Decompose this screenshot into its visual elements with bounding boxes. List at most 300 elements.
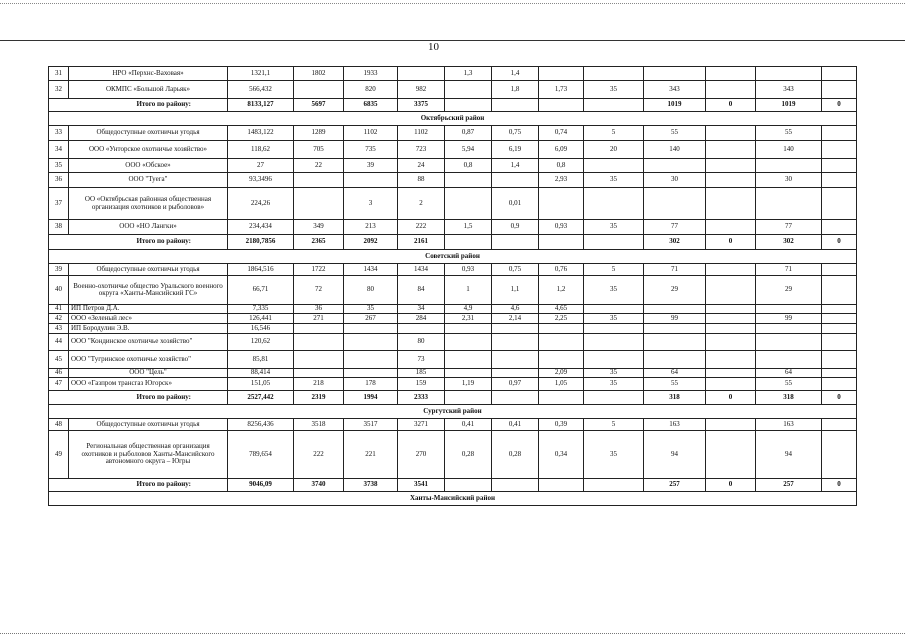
total-value-cell bbox=[584, 99, 644, 112]
total-value-cell: 2333 bbox=[398, 391, 445, 405]
value-cell: 72 bbox=[294, 276, 344, 305]
total-value-cell bbox=[492, 479, 539, 492]
organization-name: ООО «Унторское охотничье хозяйство» bbox=[69, 141, 228, 159]
value-cell: 0,93 bbox=[539, 220, 584, 235]
value-cell bbox=[539, 188, 584, 220]
total-value-cell: 6835 bbox=[344, 99, 398, 112]
value-cell: 55 bbox=[644, 378, 706, 391]
value-cell: 163 bbox=[644, 419, 706, 431]
value-cell bbox=[822, 324, 857, 334]
value-cell: 343 bbox=[644, 81, 706, 99]
value-cell bbox=[294, 188, 344, 220]
total-value-cell: 2180,7856 bbox=[228, 235, 294, 250]
value-cell: 94 bbox=[644, 431, 706, 479]
value-cell: 80 bbox=[344, 276, 398, 305]
value-cell: 3271 bbox=[398, 419, 445, 431]
value-cell: 1434 bbox=[344, 264, 398, 276]
row-number: 47 bbox=[49, 378, 69, 391]
value-cell bbox=[294, 334, 344, 351]
district-title: Сургутский район bbox=[49, 405, 857, 419]
value-cell: 1,8 bbox=[492, 81, 539, 99]
organization-name: ООО "Кондинское охотничье хозяйство" bbox=[69, 334, 228, 351]
value-cell: 6,19 bbox=[492, 141, 539, 159]
table-row bbox=[49, 351, 857, 369]
value-cell: 3 bbox=[344, 188, 398, 220]
value-cell: 2,09 bbox=[539, 369, 584, 378]
total-label: Итого по району: bbox=[49, 235, 228, 250]
table-row bbox=[49, 276, 857, 305]
district-total-row bbox=[49, 479, 857, 492]
value-cell bbox=[822, 369, 857, 378]
value-cell: 55 bbox=[756, 378, 822, 391]
value-cell bbox=[644, 351, 706, 369]
value-cell: 1864,516 bbox=[228, 264, 294, 276]
row-number: 45 bbox=[49, 351, 69, 369]
value-cell: 35 bbox=[584, 369, 644, 378]
value-cell bbox=[294, 369, 344, 378]
value-cell: 0,75 bbox=[492, 264, 539, 276]
value-cell bbox=[706, 264, 756, 276]
total-value-cell: 9046,09 bbox=[228, 479, 294, 492]
value-cell: 1321,1 bbox=[228, 67, 294, 81]
value-cell: 29 bbox=[756, 276, 822, 305]
total-value-cell: 2161 bbox=[398, 235, 445, 250]
value-cell bbox=[822, 419, 857, 431]
table-row bbox=[49, 369, 857, 378]
value-cell: 71 bbox=[756, 264, 822, 276]
organization-name: ООО "Туега" bbox=[69, 173, 228, 188]
total-value-cell: 0 bbox=[822, 235, 857, 250]
total-value-cell: 3740 bbox=[294, 479, 344, 492]
value-cell: 0,75 bbox=[492, 126, 539, 141]
value-cell: 3517 bbox=[344, 419, 398, 431]
value-cell: 267 bbox=[344, 314, 398, 324]
value-cell: 39 bbox=[344, 159, 398, 173]
value-cell: 1,2 bbox=[539, 276, 584, 305]
total-value-cell: 0 bbox=[822, 479, 857, 492]
value-cell bbox=[706, 67, 756, 81]
value-cell bbox=[344, 334, 398, 351]
total-value-cell bbox=[539, 235, 584, 250]
value-cell bbox=[706, 188, 756, 220]
value-cell: 270 bbox=[398, 431, 445, 479]
total-value-cell: 0 bbox=[822, 99, 857, 112]
value-cell: 1802 bbox=[294, 67, 344, 81]
value-cell: 185 bbox=[398, 369, 445, 378]
table-row bbox=[49, 305, 857, 314]
total-value-cell bbox=[539, 99, 584, 112]
table-row bbox=[49, 126, 857, 141]
value-cell bbox=[344, 324, 398, 334]
value-cell: 8256,436 bbox=[228, 419, 294, 431]
total-value-cell: 8133,127 bbox=[228, 99, 294, 112]
value-cell bbox=[822, 431, 857, 479]
value-cell bbox=[584, 324, 644, 334]
value-cell bbox=[822, 220, 857, 235]
value-cell: 566,432 bbox=[228, 81, 294, 99]
value-cell: 1,4 bbox=[492, 67, 539, 81]
value-cell: 1,19 bbox=[445, 378, 492, 391]
value-cell: 4,9 bbox=[445, 305, 492, 314]
total-value-cell: 302 bbox=[756, 235, 822, 250]
total-value-cell: 3738 bbox=[344, 479, 398, 492]
value-cell: 30 bbox=[644, 173, 706, 188]
value-cell: 1102 bbox=[344, 126, 398, 141]
organization-name: ИП Бородулин Э.В. bbox=[69, 324, 228, 334]
value-cell: 99 bbox=[644, 314, 706, 324]
value-cell: 126,441 bbox=[228, 314, 294, 324]
row-number: 49 bbox=[49, 431, 69, 479]
district-title: Советский район bbox=[49, 250, 857, 264]
value-cell: 5,94 bbox=[445, 141, 492, 159]
value-cell: 36 bbox=[294, 305, 344, 314]
value-cell: 178 bbox=[344, 378, 398, 391]
row-number: 41 bbox=[49, 305, 69, 314]
table-row bbox=[49, 159, 857, 173]
table-row bbox=[49, 67, 857, 81]
value-cell: 0,01 bbox=[492, 188, 539, 220]
organization-name: ООО "Цель" bbox=[69, 369, 228, 378]
total-value-cell: 0 bbox=[706, 235, 756, 250]
table-row bbox=[49, 220, 857, 235]
organization-name: Военно-охотничье общество Уральского военного округа «Ханты-Мансийский ГС» bbox=[69, 276, 228, 305]
total-value-cell: 1019 bbox=[644, 99, 706, 112]
value-cell: 16,546 bbox=[228, 324, 294, 334]
total-value-cell bbox=[445, 391, 492, 405]
value-cell: 0,76 bbox=[539, 264, 584, 276]
value-cell: 163 bbox=[756, 419, 822, 431]
value-cell bbox=[398, 324, 445, 334]
value-cell bbox=[539, 334, 584, 351]
total-value-cell bbox=[492, 235, 539, 250]
value-cell: 221 bbox=[344, 431, 398, 479]
value-cell: 735 bbox=[344, 141, 398, 159]
value-cell bbox=[822, 173, 857, 188]
value-cell: 55 bbox=[756, 126, 822, 141]
total-value-cell bbox=[445, 235, 492, 250]
value-cell bbox=[294, 81, 344, 99]
value-cell bbox=[706, 351, 756, 369]
district-total-row bbox=[49, 391, 857, 405]
value-cell bbox=[644, 67, 706, 81]
scan-edge-top bbox=[0, 3, 905, 6]
value-cell bbox=[706, 314, 756, 324]
value-cell bbox=[822, 159, 857, 173]
value-cell: 93,3496 bbox=[228, 173, 294, 188]
value-cell: 35 bbox=[584, 220, 644, 235]
value-cell: 5 bbox=[584, 419, 644, 431]
total-value-cell: 5697 bbox=[294, 99, 344, 112]
row-number: 33 bbox=[49, 126, 69, 141]
value-cell: 1,05 bbox=[539, 378, 584, 391]
value-cell bbox=[584, 159, 644, 173]
value-cell bbox=[584, 334, 644, 351]
value-cell bbox=[822, 351, 857, 369]
value-cell: 213 bbox=[344, 220, 398, 235]
row-number: 37 bbox=[49, 188, 69, 220]
value-cell: 982 bbox=[398, 81, 445, 99]
total-label: Итого по району: bbox=[49, 391, 228, 405]
value-cell: 820 bbox=[344, 81, 398, 99]
value-cell: 94 bbox=[756, 431, 822, 479]
value-cell: 118,62 bbox=[228, 141, 294, 159]
value-cell: 7,335 bbox=[228, 305, 294, 314]
value-cell: 1722 bbox=[294, 264, 344, 276]
value-cell bbox=[822, 305, 857, 314]
value-cell bbox=[344, 173, 398, 188]
value-cell bbox=[756, 324, 822, 334]
total-value-cell bbox=[539, 391, 584, 405]
value-cell bbox=[706, 159, 756, 173]
value-cell: 222 bbox=[294, 431, 344, 479]
value-cell bbox=[706, 431, 756, 479]
value-cell: 4,6 bbox=[492, 305, 539, 314]
value-cell: 35 bbox=[584, 431, 644, 479]
value-cell: 1933 bbox=[344, 67, 398, 81]
value-cell: 22 bbox=[294, 159, 344, 173]
district-total-row bbox=[49, 235, 857, 250]
page-number: 10 bbox=[428, 41, 439, 53]
value-cell: 222 bbox=[398, 220, 445, 235]
row-number: 36 bbox=[49, 173, 69, 188]
organization-name: ОО «Октябрьская районная общественная организация охотников и рыболовов» bbox=[69, 188, 228, 220]
value-cell: 2,31 bbox=[445, 314, 492, 324]
district-title: Октябрьский район bbox=[49, 112, 857, 126]
value-cell: 4,65 bbox=[539, 305, 584, 314]
value-cell: 1,3 bbox=[445, 67, 492, 81]
value-cell: 0,87 bbox=[445, 126, 492, 141]
district-title: Ханты-Мансийский район bbox=[49, 492, 857, 506]
value-cell bbox=[445, 81, 492, 99]
value-cell bbox=[822, 314, 857, 324]
header-rule bbox=[0, 40, 905, 41]
organization-name: Общедоступные охотничьи угодья bbox=[69, 264, 228, 276]
row-number: 46 bbox=[49, 369, 69, 378]
value-cell bbox=[822, 334, 857, 351]
district-header-row bbox=[49, 250, 857, 264]
value-cell: 5 bbox=[584, 126, 644, 141]
value-cell bbox=[822, 126, 857, 141]
value-cell: 34 bbox=[398, 305, 445, 314]
total-value-cell: 318 bbox=[644, 391, 706, 405]
organization-name: ООО "Тугринское охотничье хозяйство" bbox=[69, 351, 228, 369]
value-cell: 1,1 bbox=[492, 276, 539, 305]
value-cell bbox=[584, 188, 644, 220]
value-cell: 55 bbox=[644, 126, 706, 141]
value-cell: 151,05 bbox=[228, 378, 294, 391]
value-cell bbox=[344, 369, 398, 378]
value-cell bbox=[644, 159, 706, 173]
row-number: 34 bbox=[49, 141, 69, 159]
row-number: 32 bbox=[49, 81, 69, 99]
total-value-cell: 257 bbox=[644, 479, 706, 492]
value-cell: 0,39 bbox=[539, 419, 584, 431]
value-cell: 20 bbox=[584, 141, 644, 159]
value-cell: 1,73 bbox=[539, 81, 584, 99]
table-row bbox=[49, 81, 857, 99]
value-cell: 0,8 bbox=[539, 159, 584, 173]
district-total-row bbox=[49, 99, 857, 112]
value-cell: 2 bbox=[398, 188, 445, 220]
total-value-cell bbox=[492, 391, 539, 405]
value-cell: 0,28 bbox=[492, 431, 539, 479]
total-value-cell: 2319 bbox=[294, 391, 344, 405]
value-cell bbox=[445, 173, 492, 188]
row-number: 43 bbox=[49, 324, 69, 334]
value-cell bbox=[706, 126, 756, 141]
total-value-cell: 257 bbox=[756, 479, 822, 492]
table-row bbox=[49, 141, 857, 159]
value-cell bbox=[756, 351, 822, 369]
organization-name: ООО «НО Лангки» bbox=[69, 220, 228, 235]
value-cell: 1102 bbox=[398, 126, 445, 141]
value-cell: 35 bbox=[584, 276, 644, 305]
value-cell bbox=[706, 378, 756, 391]
district-header-row bbox=[49, 405, 857, 419]
total-value-cell: 2365 bbox=[294, 235, 344, 250]
row-number: 40 bbox=[49, 276, 69, 305]
value-cell bbox=[644, 188, 706, 220]
table-row bbox=[49, 314, 857, 324]
value-cell bbox=[644, 324, 706, 334]
value-cell: 1 bbox=[445, 276, 492, 305]
total-value-cell: 302 bbox=[644, 235, 706, 250]
value-cell: 2,14 bbox=[492, 314, 539, 324]
value-cell: 35 bbox=[584, 378, 644, 391]
value-cell bbox=[584, 67, 644, 81]
value-cell: 723 bbox=[398, 141, 445, 159]
value-cell: 35 bbox=[584, 173, 644, 188]
value-cell: 2,25 bbox=[539, 314, 584, 324]
value-cell: 88,414 bbox=[228, 369, 294, 378]
organization-name: ООО «Зеленый лес» bbox=[69, 314, 228, 324]
value-cell bbox=[822, 67, 857, 81]
value-cell bbox=[445, 324, 492, 334]
value-cell: 218 bbox=[294, 378, 344, 391]
value-cell bbox=[756, 67, 822, 81]
value-cell: 0,41 bbox=[492, 419, 539, 431]
value-cell bbox=[445, 334, 492, 351]
total-value-cell: 0 bbox=[706, 391, 756, 405]
total-value-cell: 0 bbox=[706, 99, 756, 112]
value-cell: 3518 bbox=[294, 419, 344, 431]
organization-name: НРО «Перхнс-Ваховая» bbox=[69, 67, 228, 81]
value-cell bbox=[822, 378, 857, 391]
value-cell: 64 bbox=[644, 369, 706, 378]
value-cell bbox=[492, 351, 539, 369]
value-cell: 0,74 bbox=[539, 126, 584, 141]
value-cell: 1289 bbox=[294, 126, 344, 141]
value-cell: 349 bbox=[294, 220, 344, 235]
total-value-cell: 0 bbox=[822, 391, 857, 405]
value-cell: 35 bbox=[584, 81, 644, 99]
value-cell: 2,93 bbox=[539, 173, 584, 188]
total-value-cell bbox=[539, 479, 584, 492]
value-cell bbox=[584, 351, 644, 369]
value-cell bbox=[584, 305, 644, 314]
value-cell: 1483,122 bbox=[228, 126, 294, 141]
value-cell bbox=[822, 276, 857, 305]
value-cell: 99 bbox=[756, 314, 822, 324]
organization-name: ИП Петров Д.А. bbox=[69, 305, 228, 314]
table-row bbox=[49, 173, 857, 188]
value-cell: 73 bbox=[398, 351, 445, 369]
total-value-cell: 1994 bbox=[344, 391, 398, 405]
total-value-cell: 3541 bbox=[398, 479, 445, 492]
value-cell bbox=[294, 173, 344, 188]
value-cell bbox=[539, 67, 584, 81]
value-cell: 343 bbox=[756, 81, 822, 99]
table-row bbox=[49, 324, 857, 334]
value-cell bbox=[445, 369, 492, 378]
value-cell: 159 bbox=[398, 378, 445, 391]
value-cell: 271 bbox=[294, 314, 344, 324]
value-cell bbox=[706, 334, 756, 351]
district-header-row bbox=[49, 492, 857, 506]
value-cell: 140 bbox=[644, 141, 706, 159]
value-cell bbox=[294, 351, 344, 369]
value-cell: 120,62 bbox=[228, 334, 294, 351]
value-cell bbox=[644, 334, 706, 351]
value-cell: 0,28 bbox=[445, 431, 492, 479]
value-cell: 35 bbox=[344, 305, 398, 314]
value-cell: 77 bbox=[756, 220, 822, 235]
value-cell bbox=[706, 173, 756, 188]
value-cell bbox=[644, 305, 706, 314]
total-value-cell bbox=[584, 235, 644, 250]
value-cell bbox=[344, 351, 398, 369]
total-value-cell: 3375 bbox=[398, 99, 445, 112]
organization-name: Региональная общественная организация охотников и рыболовов Ханты-Мансийского автономного округа – Югры bbox=[69, 431, 228, 479]
row-number: 38 bbox=[49, 220, 69, 235]
table-row bbox=[49, 264, 857, 276]
row-number: 31 bbox=[49, 67, 69, 81]
value-cell bbox=[539, 324, 584, 334]
value-cell bbox=[706, 324, 756, 334]
value-cell: 0,41 bbox=[445, 419, 492, 431]
value-cell: 64 bbox=[756, 369, 822, 378]
value-cell: 0,93 bbox=[445, 264, 492, 276]
value-cell bbox=[822, 141, 857, 159]
value-cell bbox=[706, 141, 756, 159]
total-value-cell bbox=[584, 479, 644, 492]
value-cell bbox=[756, 159, 822, 173]
value-cell: 140 bbox=[756, 141, 822, 159]
total-value-cell bbox=[584, 391, 644, 405]
total-value-cell: 2527,442 bbox=[228, 391, 294, 405]
value-cell: 1434 bbox=[398, 264, 445, 276]
value-cell bbox=[756, 188, 822, 220]
total-value-cell: 318 bbox=[756, 391, 822, 405]
value-cell bbox=[398, 67, 445, 81]
value-cell: 0,9 bbox=[492, 220, 539, 235]
value-cell: 29 bbox=[644, 276, 706, 305]
value-cell bbox=[445, 188, 492, 220]
table-row bbox=[49, 378, 857, 391]
value-cell bbox=[294, 324, 344, 334]
row-number: 42 bbox=[49, 314, 69, 324]
value-cell bbox=[492, 369, 539, 378]
value-cell bbox=[492, 324, 539, 334]
total-value-cell bbox=[445, 479, 492, 492]
value-cell: 234,434 bbox=[228, 220, 294, 235]
organization-name: ООО «Газпром трансгаз Югорск» bbox=[69, 378, 228, 391]
total-value-cell bbox=[492, 99, 539, 112]
value-cell: 1,4 bbox=[492, 159, 539, 173]
district-header-row bbox=[49, 112, 857, 126]
value-cell bbox=[822, 188, 857, 220]
value-cell: 0,34 bbox=[539, 431, 584, 479]
